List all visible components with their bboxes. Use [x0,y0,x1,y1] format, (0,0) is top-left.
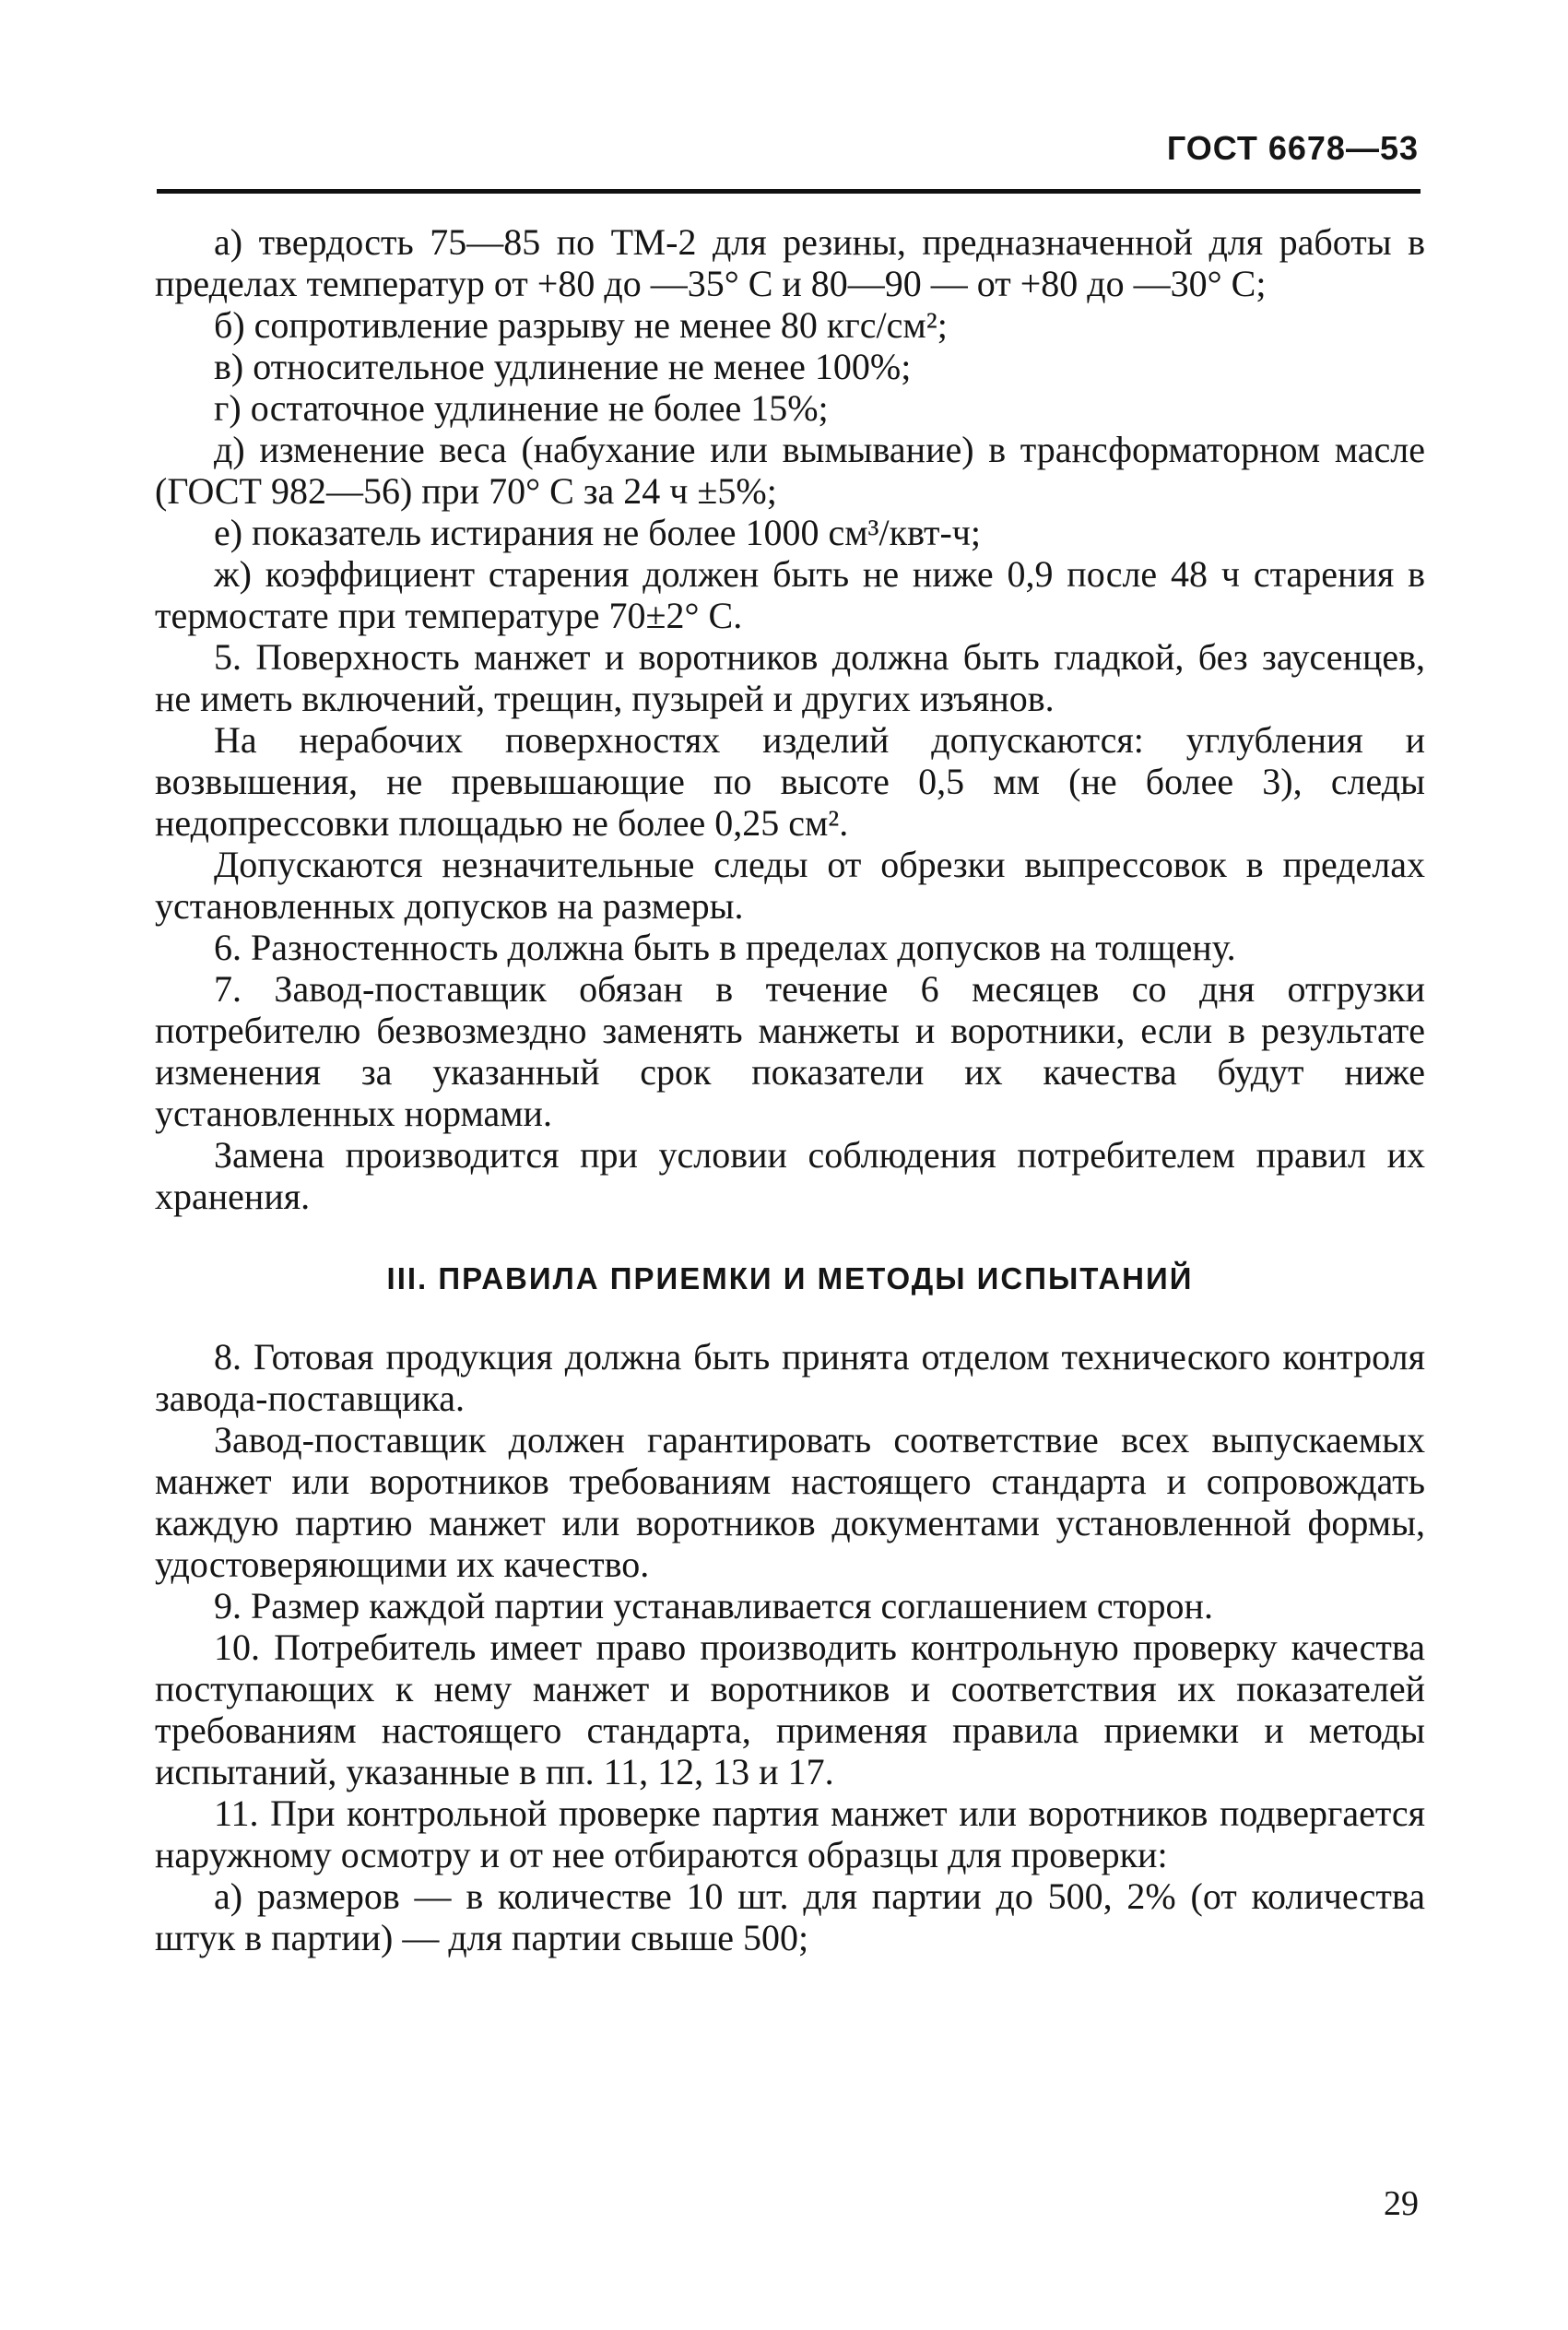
clause-5-paragraph-2: На нерабочих поверхностях изделий допускаются: углубления и возвышения, не превышающие по высоте 0,5 мм (не более 3), следы недопрессовки площадью не более 0,25 см². [155,719,1425,844]
list-item-v: в) относительное удлинение не менее 100%; [214,346,912,387]
list-item-e: е) показатель истирания не более 1000 см³/квт-ч; [214,512,982,553]
clause-6: 6. Разностенность должна быть в пределах допусков на толщену. [214,927,1236,968]
document-body [155,221,1425,1958]
clause-7: 7. Завод-поставщик обязан в течение 6 месяцев со дня отгрузки потребителю безвозмездно заменять манжеты и воротники, если в результате изменения за указанный срок показатели их качества будут ниже установленных нормами. [155,968,1425,1134]
clause-9: 9. Размер каждой партии устанавливается соглашением сторон. [214,1585,1213,1626]
running-title: ГОСТ 6678—53 [1166,129,1419,167]
clause-7-paragraph-2: Замена производится при условии соблюдения потребителем правил их хранения. [155,1134,1425,1217]
clause-11: 11. При контрольной проверке партия манжет или воротников подвергается наружному осмотру и от нее отбираются образцы для проверки: [155,1792,1425,1875]
clause-8-paragraph-2: Завод-поставщик должен гарантировать соответствие всех выпускаемых манжет или воротников требованиям настоящего стандарта и сопровождать каждую партию манжет или воротников документами установленной формы, удостоверяющими их качество. [155,1419,1425,1585]
clause-8: 8. Готовая продукция должна быть принята отделом технического контроля завода-поставщика. [155,1336,1425,1419]
clause-5-paragraph-3: Допускаются незначительные следы от обрезки выпрессовок в пределах установленных допусков на размеры. [155,844,1425,927]
clause-5: 5. Поверхность манжет и воротников должна быть гладкой, без заусенцев, не иметь включений, трещин, пузырей и других изъянов. [155,636,1425,719]
list-item-d: д) изменение веса (набухание или вымывание) в трансформаторном масле (ГОСТ 982—56) при 70° С за 24 ч ±5%; [155,429,1425,512]
list-item-a: а) твердость 75—85 по ТМ-2 для резины, предназначенной для работы в пределах температур от +80 до —35° С и 80—90 — от +80 до —30° С; [155,221,1425,304]
list-item-g: г) остаточное удлинение не более 15%; [214,387,829,429]
list-item-zh: ж) коэффициент старения должен быть не ниже 0,9 после 48 ч старения в термостате при температуре 70±2° С. [155,553,1425,636]
list-item-b: б) сопротивление разрыву не менее 80 кгс/см²; [214,304,948,346]
section-heading: III. ПРАВИЛА ПРИЕМКИ И МЕТОДЫ ИСПЫТАНИЙ [386,1261,1194,1295]
clause-11-item-a: а) размеров — в количестве 10 шт. для партии до 500, 2% (от количества штук в партии) — для партии свыше 500; [155,1875,1425,1958]
page-number: 29 [1384,2184,1419,2223]
header-rule [157,189,1421,194]
clause-10: 10. Потребитель имеет право производить контрольную проверку качества поступающих к нему манжет и воротников и соответствия их показателей требованиям настоящего стандарта, применяя правила приемки и методы испытаний, указанные в пп. 11, 12, 13 и 17. [155,1626,1425,1792]
